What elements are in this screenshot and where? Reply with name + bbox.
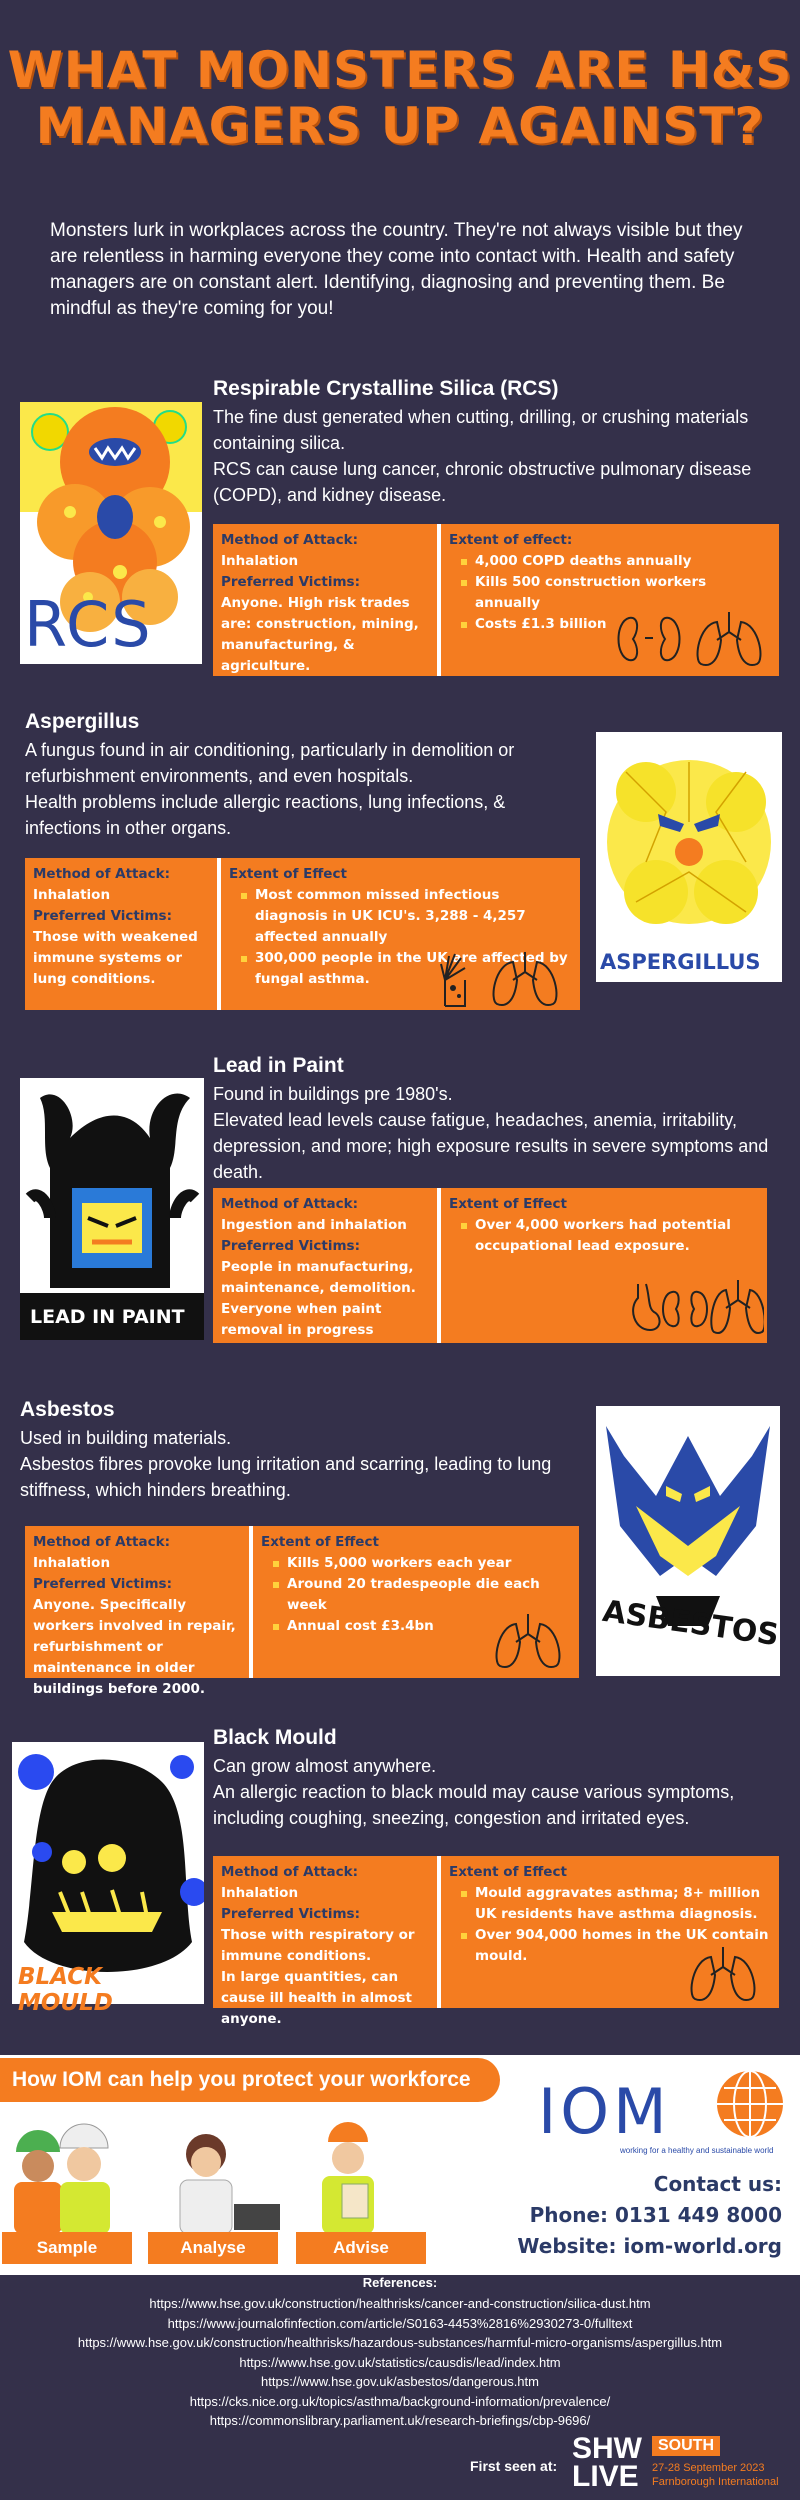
- aspergillus-monster-illustration: [596, 732, 782, 982]
- asbestos-effects-list: Kills 5,000 workers each year Around 20 tradespeople die each week Annual cost £3.4bn: [273, 1553, 571, 1637]
- shw-live-logo: SHW LIVE SOUTH 27-28 September 2023 Farnborough International: [572, 2432, 779, 2493]
- hand-lungs-icon: [435, 950, 575, 1010]
- mould-title: Black Mould: [213, 1726, 337, 1749]
- kidneys-lungs-icon: [617, 608, 772, 670]
- reference-link[interactable]: https://www.hse.gov.uk/statistics/causdis/lead/index.htm: [239, 2354, 561, 2370]
- aspergillus-info-box: Method of Attack: Inhalation Preferred Victims: Those with weakened immune systems or lung conditions. Extent of Effect Most common missed infectious diagnosis in UK ICU's. 3,288 - 4,257 affected annually 300,000 people in the UK are affected by fungal asthma.: [25, 858, 580, 1010]
- reference-link[interactable]: https://www.hse.gov.uk/asbestos/dangerous.htm: [261, 2374, 539, 2389]
- rcs-art-label: RCS: [24, 588, 153, 661]
- asbestos-title: Asbestos: [20, 1398, 115, 1421]
- contact-phone[interactable]: Phone: 0131 449 8000: [529, 2203, 782, 2227]
- aspergillus-effects-list: Most common missed infectious diagnosis in UK ICU's. 3,288 - 4,257 affected annually 300,000 people in the UK are affected by fungal asthma.: [241, 885, 572, 990]
- mould-effects-list: Mould aggravates asthma; 8+ million UK residents have asthma diagnosis. Over 904,000 homes in the UK contain mould.: [461, 1883, 771, 1967]
- asbestos-monster-illustration: [596, 1406, 780, 1676]
- first-seen-label: First seen at:: [470, 2458, 558, 2474]
- contact-label: Contact us:: [653, 2172, 782, 2196]
- lead-monster-illustration: [20, 1078, 204, 1340]
- iom-tagline: working for a healthy and sustainable world: [620, 2146, 774, 2155]
- reference-link[interactable]: https://www.journalofinfection.com/article/S0163-4453%2816%2930273-0/fulltext: [167, 2315, 633, 2331]
- rcs-effects-list: 4,000 COPD deaths annually Kills 500 construction workers annually Costs £1.3 billion: [461, 551, 771, 635]
- mould-art-label: BLACK MOULD: [18, 1964, 113, 2016]
- lungs-icon: [490, 1612, 566, 1672]
- mould-description: Can grow almost anywhere. An allergic reaction to black mould may cause various symptoms, including coughing, sneezing, congestion and irritated eyes.: [213, 1756, 735, 1828]
- intro-text: Monsters lurk in workplaces across the country. They're not always visible but they are relentless in harming everyone they come into contact with. Health and safety managers are on constant alert. Identifying, diagnosing and preventing them. Be mindful as they're coming for you!: [50, 220, 743, 319]
- role-sample: Sample: [2, 2232, 132, 2264]
- asbestos-description: Used in building materials. Asbestos fibres provoke lung irritation and scarring, leading to lung stiffness, which hinders breathing.: [20, 1428, 552, 1500]
- globe-icon: [714, 2068, 786, 2140]
- asbestos-art-label: ASBESTOS: [600, 1593, 781, 1654]
- role-advise: Advise: [296, 2232, 426, 2264]
- rcs-info-box: Method of Attack: Inhalation Preferred Victims: Anyone. High risk trades are: construction, mining, manufacturing, & agriculture. Extent of effect: 4,000 COPD deaths annually Kills 500 construction workers annually Costs £1.3 billion: [213, 524, 779, 676]
- contact-website[interactable]: Website: iom-world.org: [517, 2234, 782, 2258]
- page-title-line1: WHAT MONSTERS ARE H&S: [7, 41, 793, 99]
- role-analyse: Analyse: [148, 2232, 278, 2264]
- lead-info-box: Method of Attack: Ingestion and inhalation Preferred Victims: People in manufacturing, maintenance, demolition. Everyone when paint removal in progress Extent of Effect Over 4,000 workers had potential occupational lead exposure.: [213, 1188, 767, 1343]
- rcs-monster-illustration: [20, 402, 202, 664]
- references-list: [0, 2294, 800, 2431]
- mould-info-box: Method of Attack: Inhalation Preferred Victims: Those with respiratory or immune conditions. In large quantities, can cause ill health in almost anyone. Extent of Effect Mould aggravates asthma; 8+ million UK residents have asthma diagnosis. Over 904,000 homes in the UK contain mould.: [213, 1856, 779, 2008]
- reference-link[interactable]: https://www.hse.gov.uk/construction/healthrisks/cancer-and-construction/silica-dust.htm: [149, 2296, 651, 2311]
- iom-logo: [538, 2075, 671, 2148]
- lead-description: Found in buildings pre 1980's. Elevated lead levels cause fatigue, headaches, anemia, irritability, depression, and more; high exposure results in severe symptoms and death.: [213, 1084, 769, 1182]
- references-title: References:: [362, 2275, 438, 2290]
- aspergillus-description: A fungus found in air conditioning, particularly in demolition or refurbishment environments, and even hospitals. Health problems include allergic reactions, lung infections, & infections in other organs.: [25, 740, 515, 838]
- lead-title: Lead in Paint: [213, 1054, 344, 1077]
- lead-effects-list: Over 4,000 workers had potential occupational lead exposure.: [461, 1215, 759, 1257]
- reference-link[interactable]: https://www.hse.gov.uk/construction/healthrisks/hazardous-substances/harmful-micro-organisms/aspergillus.htm: [77, 2335, 723, 2350]
- page-title: [0, 42, 800, 154]
- reference-link[interactable]: https://commonslibrary.parliament.uk/research-briefings/cbp-9696/: [209, 2413, 591, 2428]
- rcs-description: The fine dust generated when cutting, drilling, or crushing materials containing silica. RCS can cause lung cancer, chronic obstructive pulmonary disease (COPD), and kidney disease.: [213, 407, 752, 505]
- aspergillus-art-label: ASPERGILLUS: [600, 950, 761, 974]
- iom-banner: How IOM can help you protect your workforce: [0, 2058, 500, 2102]
- workers-illustration: [8, 2112, 418, 2234]
- lungs-icon-2: [685, 1945, 761, 2005]
- iom-logo-text: IOM: [538, 2075, 671, 2148]
- rcs-title: Respirable Crystalline Silica (RCS): [213, 377, 559, 400]
- asbestos-info-box: Method of Attack: Inhalation Preferred Victims: Anyone. Specifically workers involved in repair, refurbishment or maintenance in older buildings before 2000. Extent of Effect Kills 5,000 workers each year Around 20 tradespeople die each week Annual cost £3.4bn: [25, 1526, 579, 1678]
- page-title-line2: MANAGERS UP AGAINST?: [35, 97, 765, 155]
- stomach-kidneys-lungs-icon: [628, 1278, 764, 1338]
- aspergillus-title: Aspergillus: [25, 710, 140, 733]
- lead-art-label: LEAD IN PAINT: [30, 1306, 185, 1328]
- mould-monster-illustration: [12, 1742, 204, 2016]
- reference-link[interactable]: https://cks.nice.org.uk/topics/asthma/background-information/prevalence/: [189, 2393, 611, 2409]
